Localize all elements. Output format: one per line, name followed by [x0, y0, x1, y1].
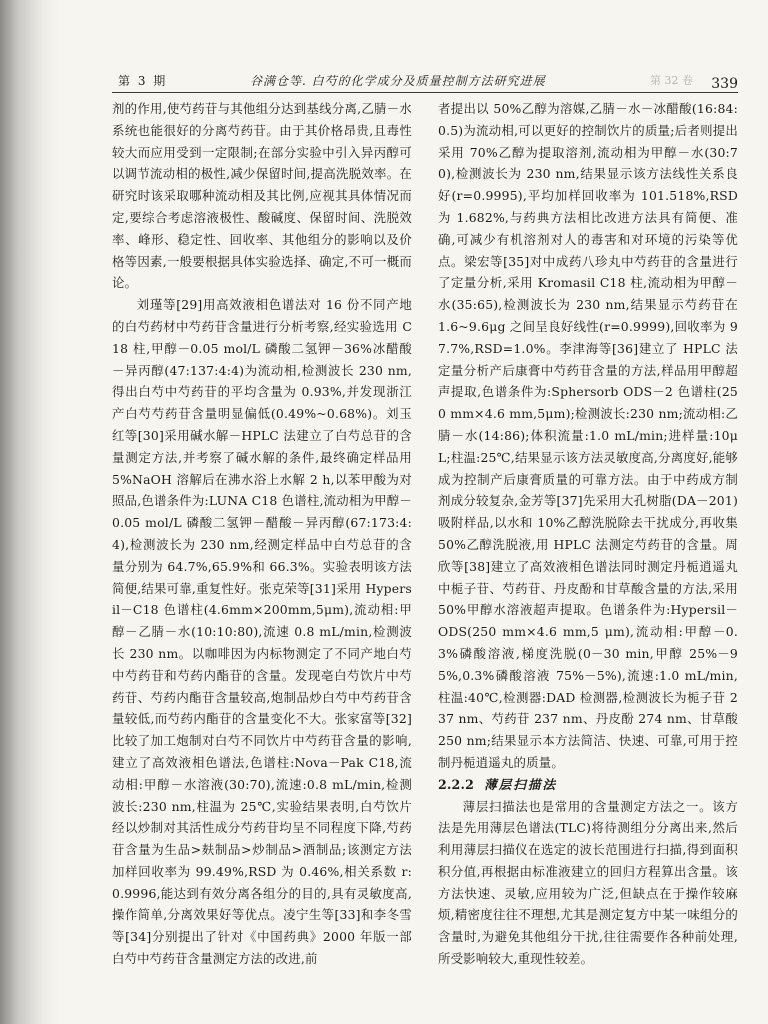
running-header	[112, 64, 738, 93]
right-column	[438, 98, 738, 970]
section-title: 薄层扫描法	[484, 776, 558, 792]
bleed-through-header: 第 32 卷	[650, 74, 693, 87]
left-paragraph-2: 刘瑾等[29]用高效液相色谱法对 16 份不同产地的白芍药材中芍药苷含量进行分析考察,经实验选用 C18 柱,甲醇－0.05 mol/L 磷酸二氢钾－36%冰醋酸－异丙醇(47:137:4:4)为流动相,检测波长 230 nm,得出白芍中芍药苷的平均含量为 0.93%,并发现浙江产白芍芍药苷含量明显偏低(0.49%~0.68%)。刘玉红等[30]采用碱水解－HPLC 法建立了白芍总苷的含量测定方法,并考察了碱水解的条件,最终确定样品用 5%NaOH 溶解后在沸水浴上水解 2 h,以苯甲酸为对照品,色谱条件为:LUNA C18 色谱柱,流动相为甲醇－0.05 mol/L 磷酸二氢钾－醋酸－异丙醇(67:173:4:4),检测波长为 230 nm,经测定样品中白芍总苷的含量分别为 64.7%,65.9%和 66.3%。实验表明该方法简便,结果可靠,重复性好。张克荣等[31]采用 Hypersil－C18 色谱柱(4.6mm×200mm,5μm),流动相:甲醇－乙腈－水(10:10:80),流速 0.8 mL/min,检测波长 230 nm。以咖啡因为内标物测定了不同产地白芍中芍药苷和芍药内酯苷的含量。发现亳白芍饮片中芍药苷、芍药内酯苷含量较高,炮制品炒白芍中芍药苷含量较低,而芍药内酯苷的含量变化不大。张家富等[32]比较了加工炮制对白芍不同饮片中芍药苷含量的影响,建立了高效液相色谱法,色谱柱:Nova－Pak C18,流动相:甲醇－水溶液(30:70),流速:0.8 mL/min,检测波长:230 nm,柱温为 25℃,实验结果表明,白芍饮片经以炒制对其活性成分芍药苷均呈不同程度下降,芍药苷含量为生品>麸制品>炒制品>酒制品;该测定方法加样回收率为 99.49%,RSD 为 0.46%,相关系数 r:0.9996,能达到有效分离各组分的目的,具有灵敏度高,操作简单,分离效果好等优点。凌宁生等[33]和李冬雪等[34]分别提出了针对《中国药典》2000 年版一部白芍中芍药苷含量测定方法的改进,前	[112, 297, 412, 967]
running-title: 谷满仓等. 白芍的化学成分及质量控制方法研究进展	[250, 74, 546, 88]
body-columns	[112, 98, 738, 970]
left-column	[112, 98, 412, 970]
section-heading	[438, 774, 738, 796]
page-binding-shadow	[0, 0, 60, 1024]
journal-page	[112, 64, 738, 1024]
section-number: 2.2.2	[438, 776, 475, 792]
issue-label: 第 3 期	[118, 74, 168, 88]
page-number: 339	[711, 76, 738, 92]
left-paragraph-1: 剂的作用,使芍药苷与其他组分达到基线分离,乙腈－水系统也能很好的分离芍药苷。由于其价格昂贵,且毒性较大而应用受到一定限制;在部分实验中引入异丙醇可以调节流动相的极性,减少保留时间,提高洗脱效率。在研究时该采取哪种流动相及其比例,应视其具体情况而定,要综合考虑溶液极性、酸碱度、保留时间、洗脱效率、峰形、稳定性、回收率、其他组分的影响以及价格等因素,一般要根据具体实验选择、确定,不可一概而论。	[112, 101, 412, 291]
right-paragraph-2: 薄层扫描法也是常用的含量测定方法之一。该方法是先用薄层色谱法(TLC)将待测组分分离出来,然后利用薄层扫描仪在选定的波长范围进行扫描,得到面积积分值,再根据由标准液建立的回归方程算出含量。该方法快速、灵敏,应用较为广泛,但缺点在于操作较麻烦,精密度往往不理想,尤其是测定复方中某一味组分的含量时,为避免其他组分干扰,往往需要作各种前处理,所受影响较大,重现性较差。	[438, 798, 738, 967]
right-paragraph-1: 者提出以 50%乙醇为溶媒,乙腈－水－冰醋酸(16:84:0.5)为流动相,可以更好的控制饮片的质量;后者则提出采用 70%乙醇为提取溶剂,流动相为甲醇－水(30:70),检测波长为 230 nm,结果显示该方法线性关系良好(r=0.9995),平均加样回收率为 101.518%,RSD 为 1.682%,与药典方法相比改进方法具有简便、准确,可减少有机溶剂对人的毒害和对环境的污染等优点。梁宏等[35]对中成药八珍丸中芍药苷的含量进行了定量分析,采用 Kromasil C18 柱,流动相为甲醇－水(35:65),检测波长为 230 nm,结果显示芍药苷在 1.6~9.6μg 之间呈良好线性(r=0.9999),回收率为 97.7%,RSD=1.0%。李津海等[36]建立了 HPLC 法定量分析产后康膏中芍药苷含量的方法,样品用甲醇超声提取,色谱条件为:Sphersorb ODS－2 色谱柱(250 mm×4.6 mm,5μm);检测波长:230 nm;流动相:乙腈－水(14:86);体积流量:1.0 mL/min;进样量:10μL;柱温:25℃,结果显示该方法灵敏度高,分离度好,能够成为控制产后康膏质量的可靠方法。由于中药成方制剂成分较复杂,金芳等[37]先采用大孔树脂(DA－201)吸附样品,以水和 10%乙醇洗脱除去干扰成分,再收集 50%乙醇洗脱液,用 HPLC 法测定芍药苷的含量。周欣等[38]建立了高效液相色谱法同时测定丹栀逍遥丸中栀子苷、芍药苷、丹皮酚和甘草酸含量的方法,采用 50%甲醇水溶液超声提取。色谱条件为:Hypersil－ ODS(250 mm×4.6 mm,5 μm),流动相:甲醇－0.3%磷酸溶液,梯度洗脱(0－30 min,甲醇 25%－95%,0.3%磷酸溶液 75%－5%),流速:1.0 mL/min,柱温:40℃,检测器:DAD 检测器,检测波长为栀子苷 237 nm、芍药苷 237 nm、丹皮酚 274 nm、甘草酸 250 nm;结果显示本方法简洁、快速、可靠,可用于控制丹栀逍遥丸的质量。	[438, 101, 738, 770]
